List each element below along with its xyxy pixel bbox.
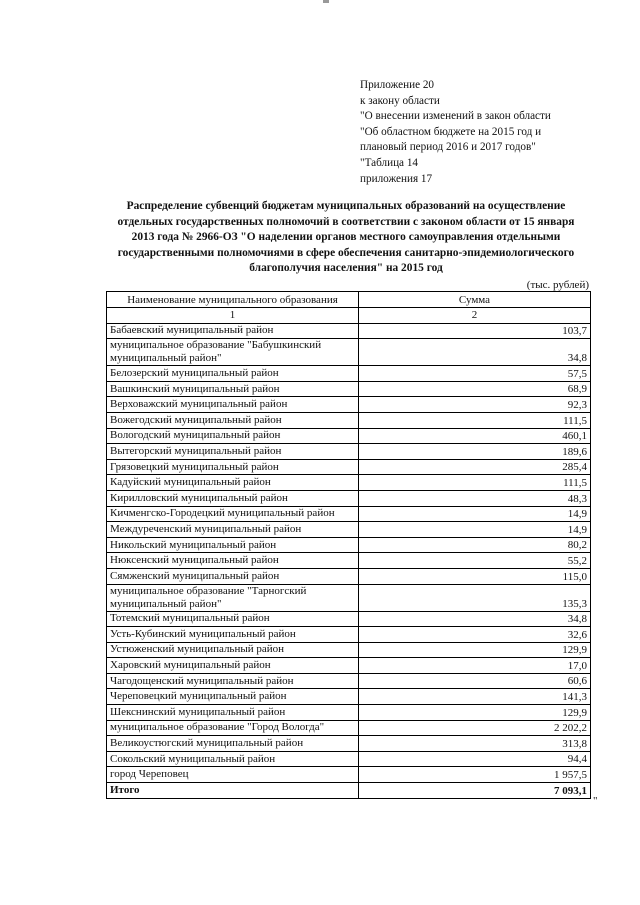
municipality-name: город Череповец (107, 767, 359, 783)
municipality-name: Грязовецкий муниципальный район (107, 459, 359, 475)
subsidy-amount: 111,5 (359, 412, 591, 428)
table-row (107, 397, 591, 413)
title-line: благополучия населения" на 2015 год (249, 262, 443, 274)
table-row (107, 522, 591, 538)
subsidy-amount: 129,9 (359, 705, 591, 721)
title-line: государственными полномочиями в сфере обеспечения санитарно-эпидемиологического (117, 246, 575, 259)
header-line: Приложение 20 (360, 79, 435, 91)
municipality-name: Сокольский муниципальный район (107, 751, 359, 767)
subsidy-amount: 34,8 (359, 339, 591, 366)
municipality-name: муниципальное образование "Бабушкинский муниципальный район" (107, 339, 359, 366)
subsidy-amount: 32,6 (359, 627, 591, 643)
subsidy-amount: 189,6 (359, 444, 591, 460)
table-row (107, 537, 591, 553)
subsidy-amount: 48,3 (359, 490, 591, 506)
subsidy-amount: 80,2 (359, 537, 591, 553)
subsidy-amount: 1 957,5 (359, 767, 591, 783)
municipality-name: Харовский муниципальный район (107, 658, 359, 674)
municipality-name: Тотемский муниципальный район (107, 611, 359, 627)
header-line: "Таблица 14 (360, 156, 419, 169)
municipality-name: Усть-Кубинский муниципальный район (107, 627, 359, 643)
table-row (107, 584, 591, 611)
table-row (107, 611, 591, 627)
total-label: Итого (107, 783, 359, 799)
municipality-name: Вашкинский муниципальный район (107, 381, 359, 397)
subsidy-amount: 68,9 (359, 381, 591, 397)
municipality-name: Кичменгско-Городецкий муниципальный район (107, 506, 359, 522)
municipality-name: муниципальное образование "Тарногский муниципальный район" (107, 584, 359, 611)
table-row (107, 459, 591, 475)
column-number: 2 (359, 308, 591, 324)
column-header-sum: Сумма (359, 292, 591, 308)
municipality-name: Устюженский муниципальный район (107, 642, 359, 658)
municipality-name: муниципальное образование "Город Вологда" (107, 720, 359, 736)
subsidy-table (106, 291, 591, 799)
total-row (107, 783, 591, 799)
subsidy-amount: 55,2 (359, 553, 591, 569)
header-line: приложения 17 (360, 172, 433, 185)
table-row (107, 412, 591, 428)
table-row (107, 673, 591, 689)
municipality-name: Кадуйский муниципальный район (107, 475, 359, 491)
document-title (96, 199, 596, 277)
municipality-name: Чагодощенский муниципальный район (107, 673, 359, 689)
subsidy-amount: 17,0 (359, 658, 591, 674)
table-row (107, 444, 591, 460)
table-row (107, 428, 591, 444)
municipality-name: Вологодский муниципальный район (107, 428, 359, 444)
municipality-name: Великоустюгский муниципальный район (107, 736, 359, 752)
table-row (107, 751, 591, 767)
municipality-name: Шекснинский муниципальный район (107, 705, 359, 721)
column-header-name: Наименование муниципального образования (107, 292, 359, 308)
table-body (107, 323, 591, 798)
table-header-row (107, 292, 591, 308)
table-row (107, 767, 591, 783)
header-line: "Об областном бюджете на 2015 год и (360, 125, 542, 138)
closing-quote: " (593, 795, 598, 807)
municipality-name: Череповецкий муниципальный район (107, 689, 359, 705)
title-line: Распределение субвенций бюджетам муниципальных образований на осуществление (126, 200, 566, 212)
municipality-name: Белозерский муниципальный район (107, 366, 359, 382)
table-row (107, 323, 591, 339)
subsidy-amount: 115,0 (359, 568, 591, 584)
municipality-name: Кирилловский муниципальный район (107, 490, 359, 506)
municipality-name: Нюксенский муниципальный район (107, 553, 359, 569)
table-row (107, 720, 591, 736)
table-row (107, 642, 591, 658)
municipality-name: Верховажский муниципальный район (107, 397, 359, 413)
column-number-row (107, 308, 591, 324)
subsidy-amount: 460,1 (359, 428, 591, 444)
total-amount: 7 093,1 (359, 783, 591, 799)
table-row (107, 568, 591, 584)
municipality-name: Междуреченский муниципальный район (107, 522, 359, 538)
subsidy-amount: 313,8 (359, 736, 591, 752)
table-row (107, 689, 591, 705)
table-row (107, 553, 591, 569)
subsidy-amount: 111,5 (359, 475, 591, 491)
header-line: "О внесении изменений в закон области (360, 110, 551, 123)
title-line: 2013 года № 2966-ОЗ "О наделении органов местного самоуправления отдельными (131, 231, 561, 243)
table-row (107, 705, 591, 721)
municipality-name: Бабаевский муниципальный район (107, 323, 359, 339)
unit-note: (тыс. рублей) (526, 279, 589, 291)
table-row (107, 627, 591, 643)
column-number: 1 (107, 308, 359, 324)
municipality-name: Никольский муниципальный район (107, 537, 359, 553)
table-row (107, 490, 591, 506)
table-row (107, 339, 591, 366)
title-line: отдельных государственных полномочий в соответствии с законом области от 15 января (117, 215, 575, 228)
subsidy-amount: 92,3 (359, 397, 591, 413)
table-row (107, 366, 591, 382)
subsidy-amount: 14,9 (359, 522, 591, 538)
table-row (107, 736, 591, 752)
scan-mark (323, 0, 329, 3)
subsidy-amount: 285,4 (359, 459, 591, 475)
table-row (107, 475, 591, 491)
municipality-name: Вожегодский муниципальный район (107, 412, 359, 428)
subsidy-amount: 57,5 (359, 366, 591, 382)
subsidy-amount: 60,6 (359, 673, 591, 689)
municipality-name: Сямженский муниципальный район (107, 568, 359, 584)
municipality-name: Вытегорский муниципальный район (107, 444, 359, 460)
subsidy-amount: 14,9 (359, 506, 591, 522)
header-line: к закону области (360, 94, 440, 107)
subsidy-amount: 103,7 (359, 323, 591, 339)
subsidy-amount: 34,8 (359, 611, 591, 627)
header-line: плановый период 2016 и 2017 годов" (360, 141, 536, 154)
table-row (107, 381, 591, 397)
subsidy-amount: 141,3 (359, 689, 591, 705)
subsidy-amount: 129,9 (359, 642, 591, 658)
subsidy-amount: 94,4 (359, 751, 591, 767)
table-row (107, 658, 591, 674)
subsidy-amount: 2 202,2 (359, 720, 591, 736)
subsidy-amount: 135,3 (359, 584, 591, 611)
table-row (107, 506, 591, 522)
appendix-header (360, 78, 620, 187)
